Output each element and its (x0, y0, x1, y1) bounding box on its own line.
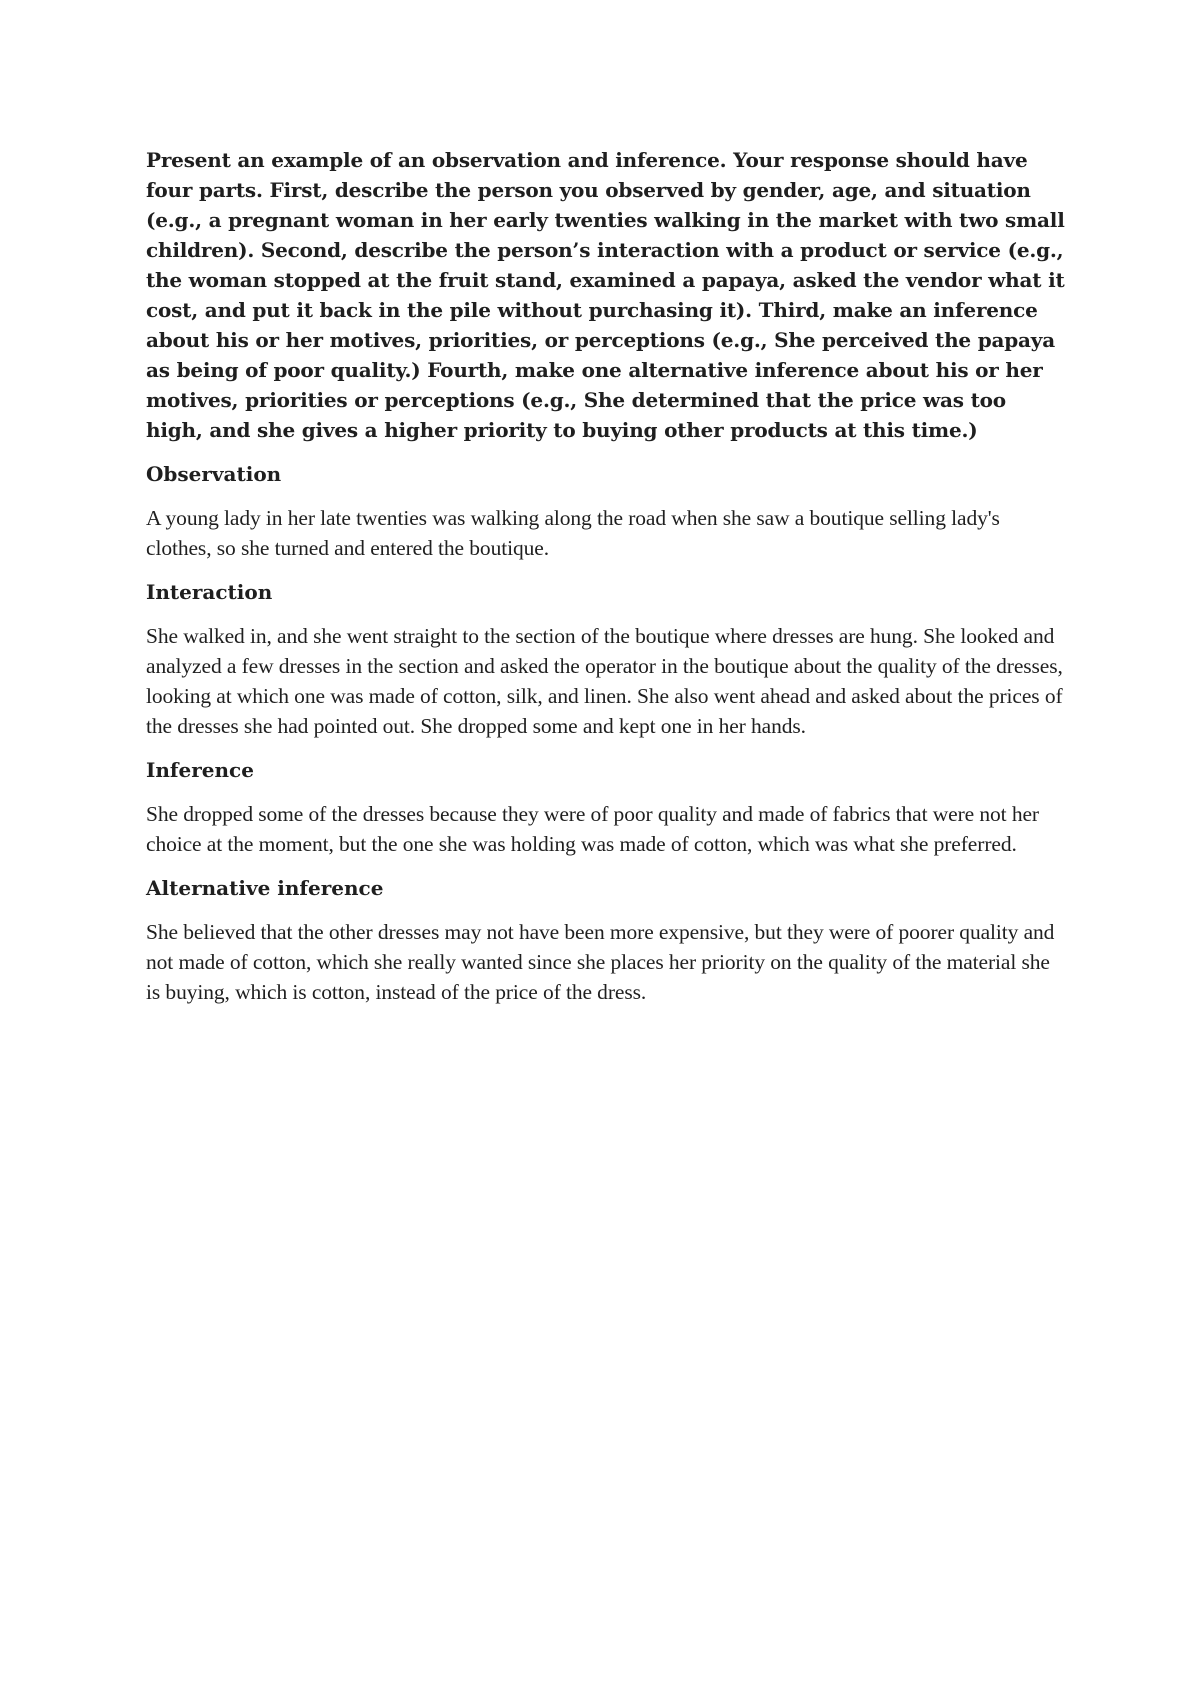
section-body-observation: A young lady in her late twenties was walking along the road when she saw a boutique selling lady's clothes, so she turned and entered the boutique. (146, 506, 1000, 560)
section-body-alternative-inference: She believed that the other dresses may not have been more expensive, but they were of poorer quality and not made of cotton, which she really wanted since she places her priority on the quality of the material she is buying, which is cotton, instead of the price of the dress. (146, 920, 1055, 1004)
section-body-inference: She dropped some of the dresses because they were of poor quality and made of fabrics that were not her choice at the moment, but the one she was holding was made of cotton, which was what she preferred. (146, 802, 1039, 856)
document-content (146, 145, 1066, 1021)
section-heading-observation: Observation (146, 462, 282, 486)
section-body-interaction: She walked in, and she went straight to the section of the boutique where dresses are hung. She looked and analyzed a few dresses in the section and asked the operator in the boutique about the quality of the dresses, looking at which one was made of cotton, silk, and linen. She also went ahead and asked about the prices of the dresses she had pointed out. She dropped some and kept one in her hands. (146, 624, 1063, 738)
section-heading-alternative-inference: Alternative inference (146, 876, 384, 900)
section-heading-interaction: Interaction (146, 580, 273, 604)
section-heading-inference: Inference (146, 758, 254, 782)
assignment-prompt: Present an example of an observation and inference. Your response should have four parts. First, describe the person you observed by gender, age, and situation (e.g., a pregnant woman in her early twenties walking in the market with two small children). Second, describe the person’s interaction with a product or service (e.g., the woman stopped at the fruit stand, examined a papaya, asked the vendor what it cost, and put it back in the pile without purchasing it). Third, make an inference about his or her motives, priorities, or perceptions (e.g., She perceived the papaya as being of poor quality.) Fourth, make one alternative inference about his or her motives, priorities or perceptions (e.g., She determined that the price was too high, and she gives a higher priority to buying other products at this time.) (146, 148, 1065, 442)
